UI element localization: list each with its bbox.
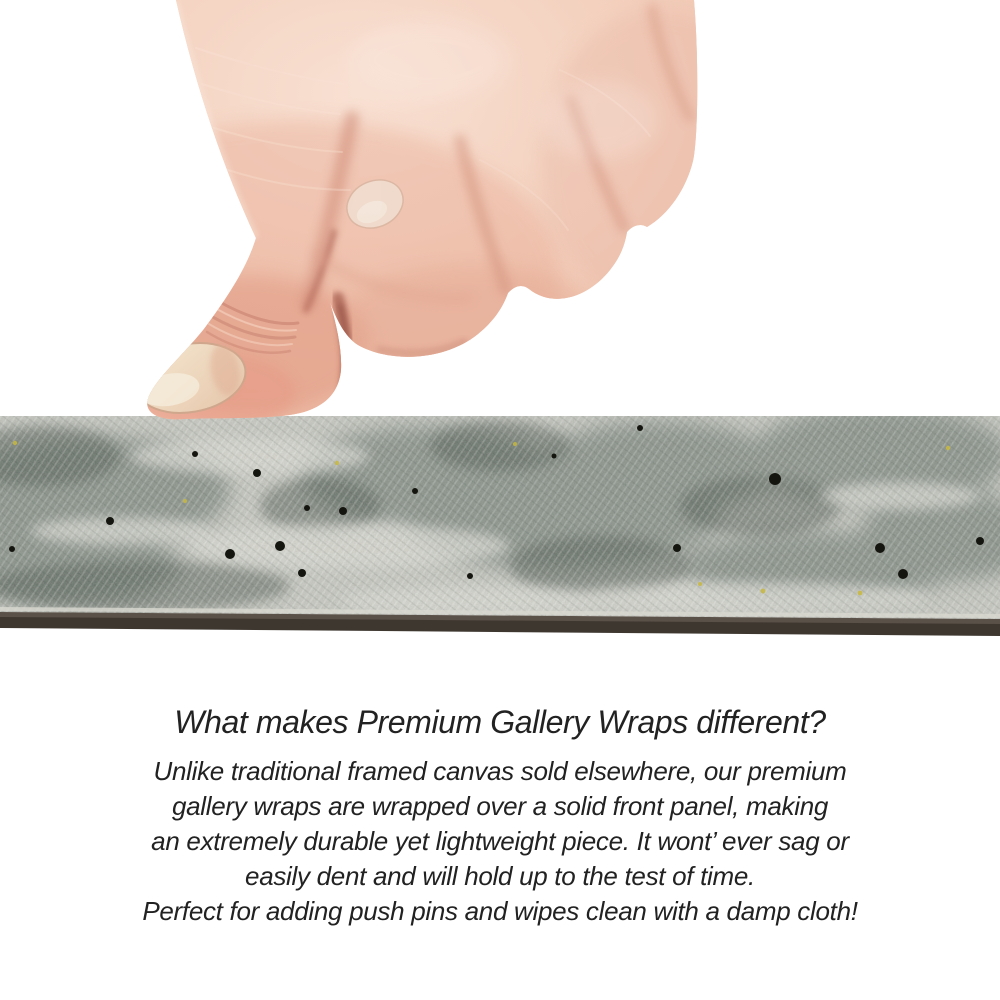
body-line-5: Perfect for adding push pins and wipes clean with a damp cloth!	[142, 896, 858, 926]
canvas-texture	[0, 416, 1000, 621]
body-line-1: Unlike traditional framed canvas sold elsewhere, our premium	[153, 756, 847, 786]
hand-shading	[40, 0, 780, 424]
body-line-4: easily dent and will hold up to the test of time.	[245, 861, 755, 891]
body-line-3: an extremely durable yet lightweight piece. It wont’ ever sag or	[151, 826, 849, 856]
hand-photo	[0, 0, 1000, 424]
heading: What makes Premium Gallery Wraps different?	[174, 704, 826, 740]
body-line-2: gallery wraps are wrapped over a solid front panel, making	[171, 791, 829, 821]
marketing-copy	[0, 702, 1000, 929]
canvas-edge-photo	[0, 416, 1000, 642]
